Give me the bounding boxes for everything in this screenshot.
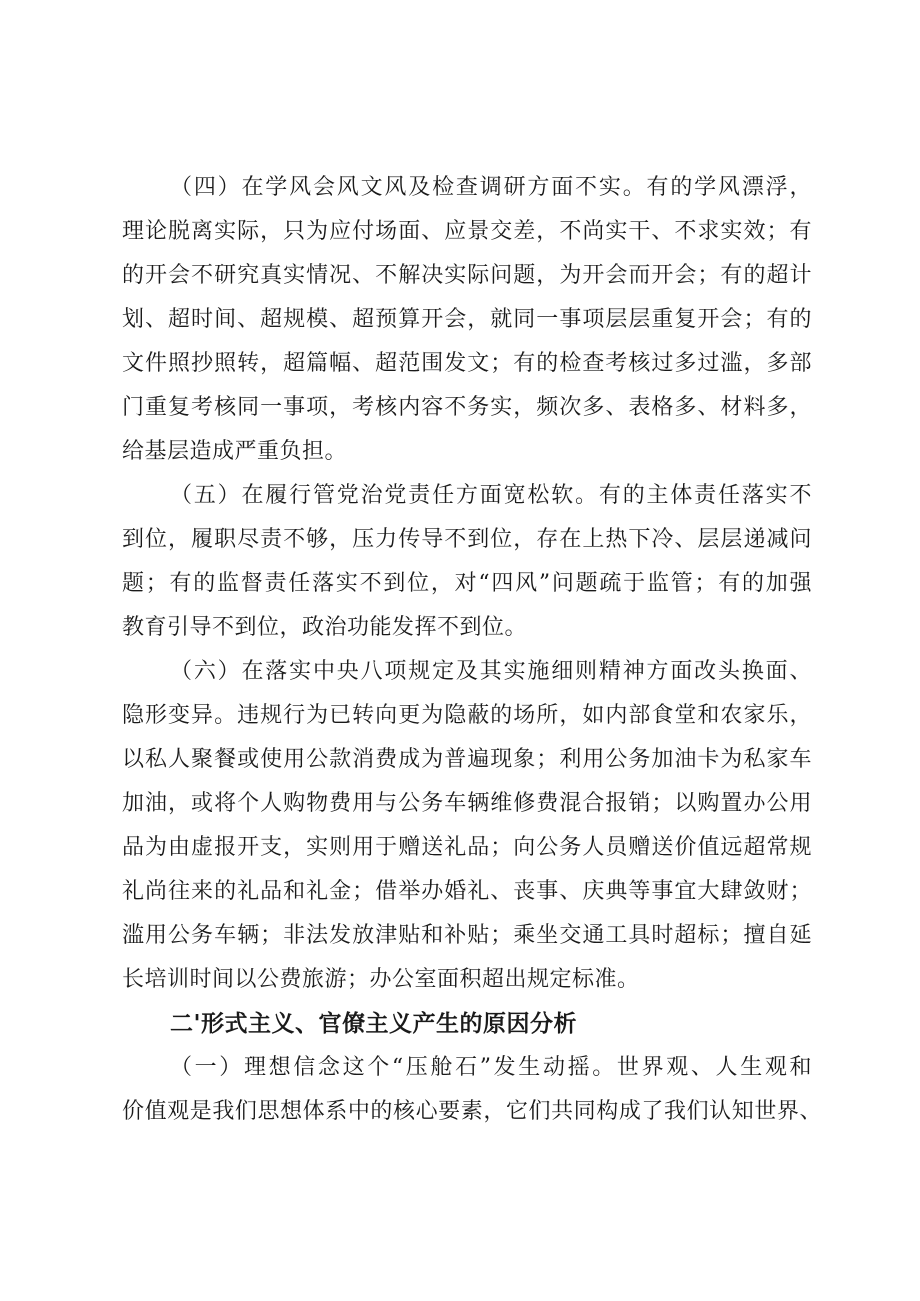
paragraph-line: （六）在落实中央八项规定及其实施细则精神方面改头换面、 xyxy=(170,659,812,684)
paragraph-line: 划、超时间、超规模、超预算开会，就同一事项层层重复开会；有的 xyxy=(122,307,812,332)
paragraph-line: 题；有的监督责任落实不到位，对“四风”问题疏于监管；有的加强 xyxy=(122,571,812,596)
paragraph-line: 到位，履职尽责不够，压力传导不到位，存在上热下冷、层层递减问 xyxy=(122,527,812,552)
paragraph-line: 品为由虚报开支，实则用于赠送礼品；向公务人员赠送价值远超常规 xyxy=(122,835,812,860)
paragraph-line: 理论脱离实际，只为应付场面、应景交差，不尚实干、不求实效；有 xyxy=(122,219,812,244)
paragraph-line: 以私人聚餐或使用公款消费成为普遍现象；利用公务加油卡为私家车 xyxy=(122,747,812,772)
paragraph-line: 文件照抄照转，超篇幅、超范围发文；有的检查考核过多过滥，多部 xyxy=(122,351,812,376)
paragraph-line: 加油，或将个人购物费用与公务车辆维修费混合报销；以购置办公用 xyxy=(122,791,812,816)
paragraph-line: 价值观是我们思想体系中的核心要素，它们共同构成了我们认知世界、 xyxy=(122,1099,822,1124)
paragraph-line: 隐形变异。违规行为已转向更为隐蔽的场所，如内部食堂和农家乐， xyxy=(122,703,812,728)
paragraph-line: （一）理想信念这个“压舱石”发生动摇。世界观、人生观和 xyxy=(170,1055,812,1080)
paragraph-line: （五）在履行管党治党责任方面宽松软。有的主体责任落实不 xyxy=(170,483,812,508)
paragraph-line: （四）在学风会风文风及检查调研方面不实。有的学风漂浮， xyxy=(170,175,812,200)
section-heading: 二'形式主义、官僚主义产生的原因分析 xyxy=(170,1011,578,1037)
paragraph-line: 的开会不研究真实情况、不解决实际问题，为开会而开会；有的超计 xyxy=(122,263,812,288)
paragraph-line: 长培训时间以公费旅游；办公室面积超出规定标准。 xyxy=(122,967,640,992)
paragraph-line: 门重复考核同一事项，考核内容不务实，频次多、表格多、材料多， xyxy=(122,395,812,420)
paragraph-line: 教育引导不到位，政治功能发挥不到位。 xyxy=(122,615,528,640)
paragraph-line: 滥用公务车辆；非法发放津贴和补贴；乘坐交通工具时超标；擅自延 xyxy=(122,923,812,948)
paragraph-line: 礼尚往来的礼品和礼金；借举办婚礼、丧事、庆典等事宜大肆敛财； xyxy=(122,879,812,904)
paragraph-line: 给基层造成严重负担。 xyxy=(122,439,348,464)
